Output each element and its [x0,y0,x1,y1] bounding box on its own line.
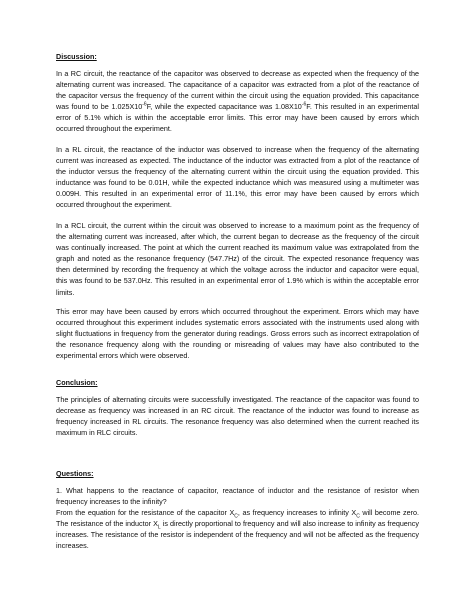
subscript-c-2: C [356,513,360,520]
conclusion-heading: Conclusion: [56,378,98,387]
questions-heading: Questions: [56,469,94,478]
rcl-circuit-paragraph: In a RCL circuit, the current within the circuit was observed to increase to a maximum point as the frequency of the alternating current was increased, after which, the current began to decrease as the frequency of the circuit was continually increased. The point at which the current reached its maximum value was extrapolated from the graph and noted as the resonance frequency (547.7Hz) of the circuit. The expected resonance frequency was then determined by recording the frequency at which the voltage across the inductor and capacitor were equal, this was found to be 537.0Hz. This resulted in an experimental error of 1.9% which is within the acceptable error limits. [56,221,419,297]
answer-text-2: , as frequency increases to infinity X [237,508,357,518]
rc-text-3: F. This resulted in an experimental error of 5.1% which is within the acceptable error limits. This error may have been caused by errors which occurred throughout the experiment. [56,102,419,134]
discussion-heading: Discussion: [56,52,97,61]
rl-circuit-paragraph: In a RL circuit, the reactance of the inductor was observed to increase when the frequency of the alternating current was increased as expected. The inductance of the inductor was extracted from a plot of the reactance of the inductor versus the frequency of the alternating current within the circuit using the equation provided. This inductance was found to be 0.01H, while the expected inductance which was measured using a multimeter was 0.009H. This resulted in an experimental error of 11.1%, this error may have been caused by errors which occurred throughout the experiment. [56,145,419,210]
rc-circuit-paragraph [56,68,419,135]
subscript-c: C [234,513,238,520]
question-1-block [56,485,419,552]
conclusion-paragraph: The principles of alternating circuits were successfully investigated. The reactance of the capacitor was found to decrease as frequency was increased in an RC circuit. The reactance of the inductor was found to increase as frequency increased in RL circuits. The resonance frequency was also determined when the current reached its maximum in RLC circuits. [56,395,419,438]
rc-text-2: F, while the expected capacitance was 1.08X10 [146,102,302,112]
question-1-text: 1. What happens to the reactance of capacitor, reactance of inductor and the resistance of resistor when frequency increases to the infinity? [56,486,419,507]
rc-exponent-2: -6 [301,101,307,108]
error-sources-paragraph: This error may have been caused by errors which occurred throughout the experiment. Errors which may have occurred throughout this experiment includes systematic errors associated with the instruments used along with slight fluctuations in frequency from the generator during readings. Gross errors such as incorrect extrapolation of the resonance frequency along with the rounding or misreading of values may have also contributed to the experimental errors which were observed. [56,307,419,361]
rc-exponent-1: -6 [142,101,147,108]
rc-text-1: In a RC circuit, the reactance of the capacitor was observed to decrease as expected when the frequency of the alternating current was increased. The capacitance of a capacitor was extracted from a plot of the reactance of the capacitor versus the frequency of the current within the circuit using the equation provided. This capacitance was found to be 1.025X10 [56,69,419,112]
answer-text-4: is directly proportional to frequency and will also increase to infinity as frequency increases. The resistance of the resistor is independent of the frequency and will not be affected as the frequency increases. [56,519,419,551]
answer-text-1: From the equation for the resistance of the capacitor X [56,508,235,518]
answer-text-3: will become zero. The resistance of the inductor X [56,508,419,529]
question-1-answer [56,507,419,551]
subscript-l: L [157,524,161,531]
